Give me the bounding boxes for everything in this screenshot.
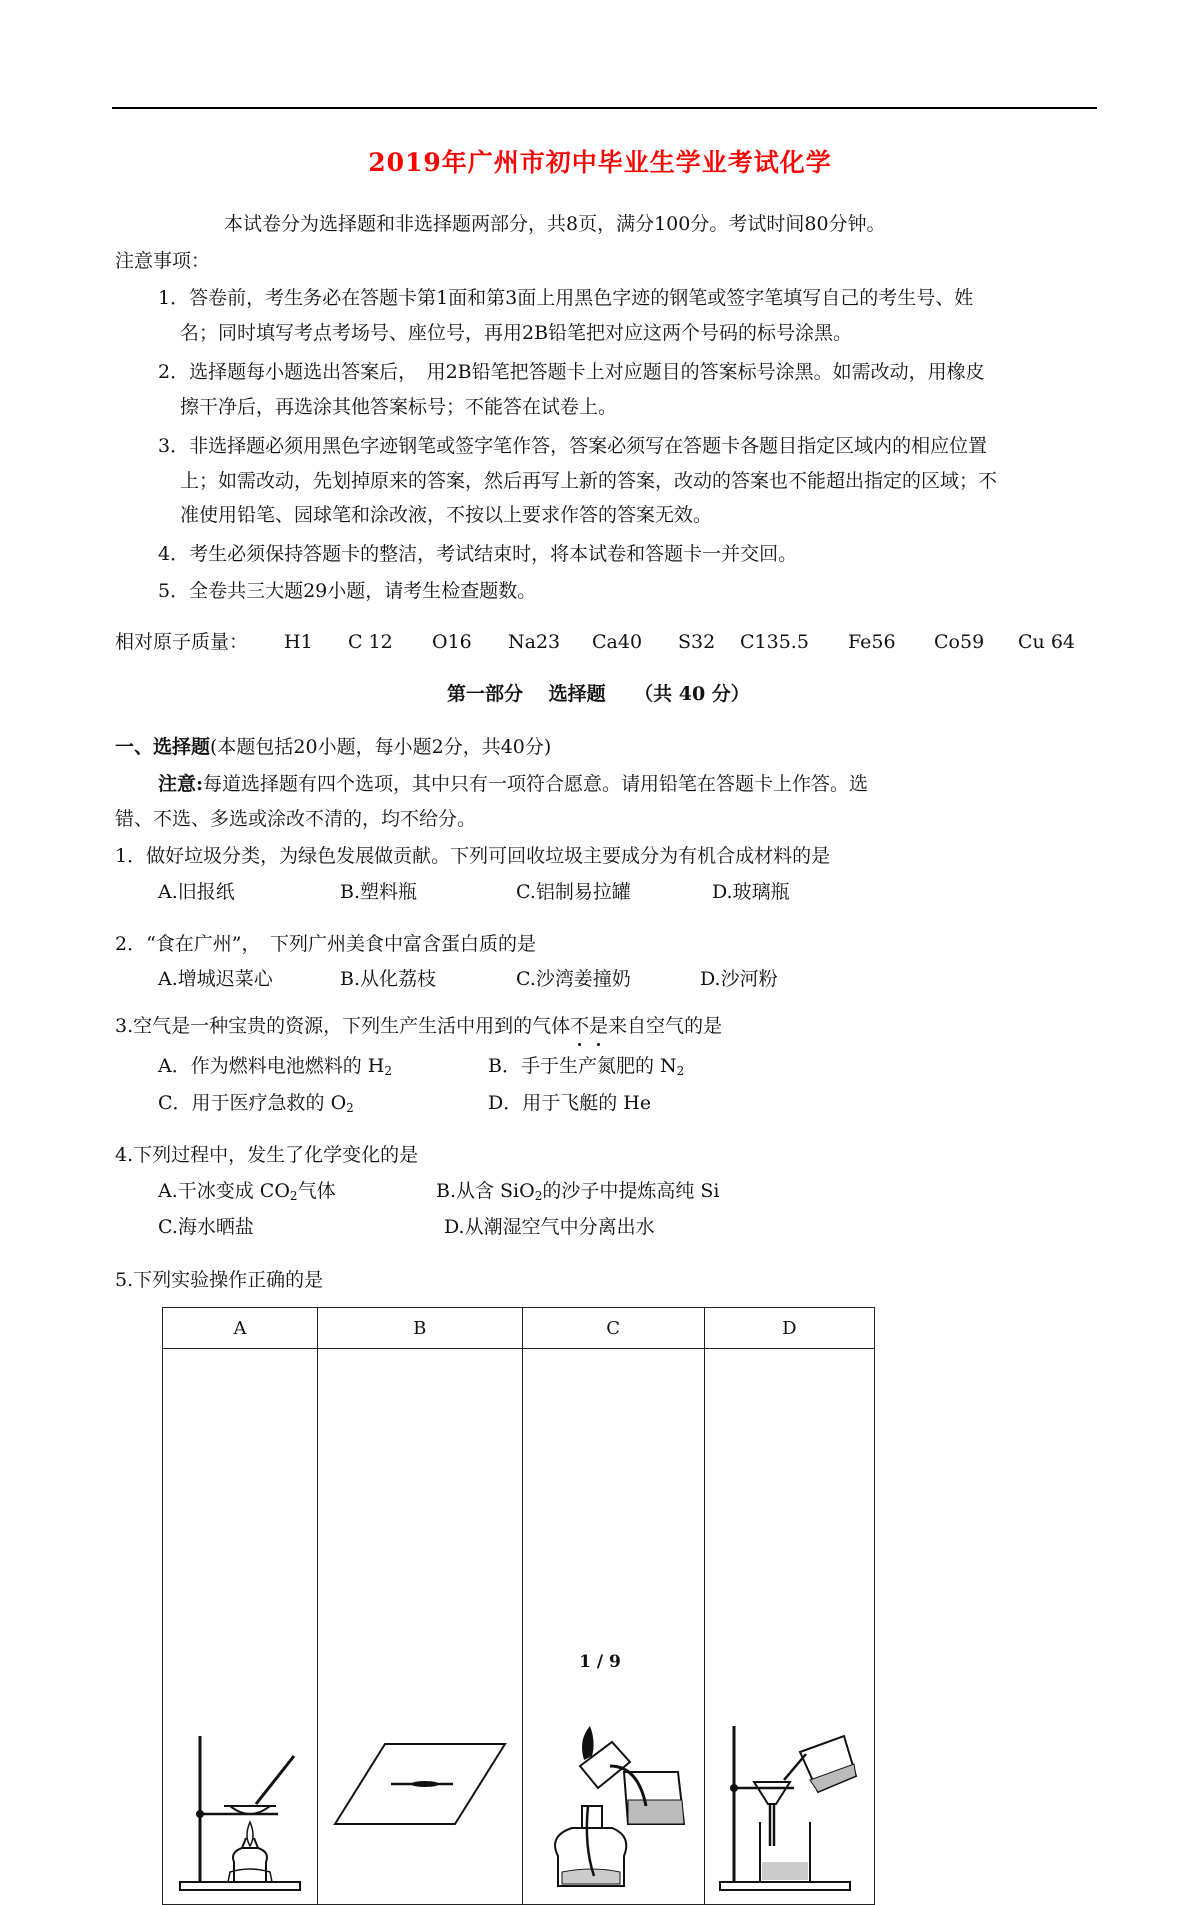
question-1-option: D.玻璃瓶 <box>712 881 790 903</box>
atomic-mass-item: Cu 64 <box>1018 631 1075 653</box>
question-3-emphasis: 不 <box>570 1012 589 1040</box>
table-header-cell: C <box>522 1308 704 1349</box>
question-5-table <box>162 1307 875 1905</box>
evaporating-dish-on-stand-diagram <box>170 1696 310 1896</box>
option-c-image-cell <box>522 1349 704 1905</box>
question-4-option-pre: B.从含 SiO <box>436 1180 535 1202</box>
section1-note <box>158 770 868 798</box>
question-3-option <box>488 1089 651 1117</box>
question-4-option <box>158 1177 336 1210</box>
section1-note-line-1: 每道选择题有四个选项，其中只有一项符合愿意。请用铅笔在答题卡上作答。选 <box>203 773 869 795</box>
question-4-option-post: 的沙子中提炼高纯 Si <box>542 1180 720 1202</box>
notes-heading: 注意事项： <box>115 250 211 272</box>
atomic-mass-item: C 12 <box>348 631 393 653</box>
page-title: 2019年广州市初中毕业生学业考试化学 <box>368 148 832 177</box>
table-header-cell: D <box>704 1308 874 1349</box>
atomic-mass-item: H1 <box>284 631 313 653</box>
question-3-option-text: C．用于医疗急救的 O <box>158 1092 347 1114</box>
section1-heading-bold: 一、选择题 <box>115 736 211 758</box>
intro-text: 本试卷分为选择题和非选择题两部分，共8页，满分100分。考试时间80分钟。 <box>224 213 886 235</box>
atomic-mass-item: O16 <box>432 631 472 653</box>
note-5-line-1: 5．全卷共三大题29小题，请考生检查题数。 <box>158 580 537 602</box>
ph-paper-and-dropper-diagram <box>325 1704 515 1864</box>
alcohol-lamp-lighting-diagram <box>528 1696 698 1896</box>
section1-heading <box>115 733 551 761</box>
atomic-mass-item: S32 <box>678 631 716 653</box>
question-2-option: B.从化荔枝 <box>340 968 437 990</box>
atomic-mass-item: C135.5 <box>740 631 809 653</box>
question-1-stem: 1．做好垃圾分类，为绿色发展做贡献。下列可回收垃圾主要成分为有机合成材料的是 <box>115 845 831 867</box>
question-2-option: A.增城迟菜心 <box>158 968 273 990</box>
question-3-stem-post: 来自空气的是 <box>608 1015 723 1037</box>
atomic-mass-label: 相对原子质量： <box>115 631 249 653</box>
option-d-image-cell <box>704 1349 874 1905</box>
question-3-emphasis: 是 <box>589 1012 608 1040</box>
question-1-option: B.塑料瓶 <box>340 881 418 903</box>
part1-heading: 第一部分 选择题 （共 40 分） <box>447 683 750 705</box>
question-4-option-post: 气体 <box>297 1180 336 1202</box>
question-4-option <box>436 1177 720 1210</box>
note-3-line-2: 上；如需改动，先划掉原来的答案，然后再写上新的答案，改动的答案也不能超出指定的区域；不 <box>180 470 998 492</box>
question-3-option-sub: 2 <box>676 1064 685 1078</box>
question-4-option: D.从潮湿空气中分离出水 <box>444 1216 655 1238</box>
question-4-option: C.海水晒盐 <box>158 1216 254 1238</box>
section1-heading-rest: (本题包括20小题，每小题2分，共40分) <box>210 736 552 758</box>
note-4-line-1: 4．考生必须保持答题卡的整洁，考试结束时，将本试卷和答题卡一并交回。 <box>158 543 798 565</box>
question-3-option-text: D．用于飞艇的 He <box>488 1092 652 1114</box>
filtration-diagram <box>714 1696 864 1896</box>
question-2-option: D.沙河粉 <box>700 968 778 990</box>
note-3-line-3: 准使用铅笔、园球笔和涂改液，不按以上要求作答的答案无效。 <box>180 504 713 526</box>
atomic-mass-item: Ca40 <box>592 631 643 653</box>
table-header-cell: B <box>318 1308 522 1349</box>
question-3-option-sub: 2 <box>346 1101 354 1115</box>
question-3-option-text: A．作为燃料电池燃料的 H <box>158 1055 385 1077</box>
question-4-option-sub: 2 <box>289 1189 298 1203</box>
question-2-stem: 2．“食在广州”， 下列广州美食中富含蛋白质的是 <box>115 933 537 955</box>
atomic-mass-item: Fe56 <box>848 631 896 653</box>
note-1-line-2: 名；同时填写考点考场号、座位号，再用2B铅笔把对应这两个号码的标号涂黑。 <box>180 322 853 344</box>
atomic-mass-item: Co59 <box>934 631 985 653</box>
question-3-stem <box>115 1012 722 1040</box>
question-4-option-sub: 2 <box>534 1189 543 1203</box>
note-2-line-2: 擦干净后，再选涂其他答案标号；不能答在试卷上。 <box>180 396 618 418</box>
question-1-option: C.铝制易拉罐 <box>516 881 631 903</box>
header-rule <box>112 107 1097 109</box>
question-2-option: C.沙湾姜撞奶 <box>516 968 631 990</box>
question-4-option-pre: A.干冰变成 CO <box>158 1180 290 1202</box>
note-1-line-1: 1．答卷前，考生务必在答题卡第1面和第3面上用黑色字迹的钢笔或签字笔填写自己的考生号、姓 <box>158 287 974 309</box>
atomic-mass-item: Na23 <box>508 631 561 653</box>
question-3-stem-pre: 3.空气是一种宝贵的资源，下列生产生活中用到的气体 <box>115 1015 571 1037</box>
section1-note-line-2: 错、不选、多选或涂改不清的，均不给分。 <box>115 808 477 830</box>
question-5-stem: 5.下列实验操作正确的是 <box>115 1269 324 1291</box>
question-1-option: A.旧报纸 <box>158 881 235 903</box>
option-a-image-cell <box>163 1349 318 1905</box>
question-3-option <box>488 1052 684 1085</box>
page-number: 1 / 9 <box>579 1652 621 1672</box>
option-b-image-cell <box>318 1349 522 1905</box>
section1-note-bold: 注意: <box>158 773 204 795</box>
note-2-line-1: 2．选择题每小题选出答案后， 用2B铅笔把答题卡上对应题目的答案标号涂黑。如需改动，用橡皮 <box>158 361 985 383</box>
question-3-option <box>158 1052 392 1085</box>
note-3-line-1: 3．非选择题必须用黑色字迹钢笔或签字笔作答，答案必须写在答题卡各题目指定区域内的相应位置 <box>158 435 988 457</box>
table-header-cell: A <box>163 1308 318 1349</box>
question-3-option <box>158 1089 354 1122</box>
question-3-option-text: B．手于生产氮肥的 N <box>488 1055 677 1077</box>
question-4-stem: 4.下列过程中，发生了化学变化的是 <box>115 1144 419 1166</box>
question-3-option-sub: 2 <box>384 1064 392 1078</box>
